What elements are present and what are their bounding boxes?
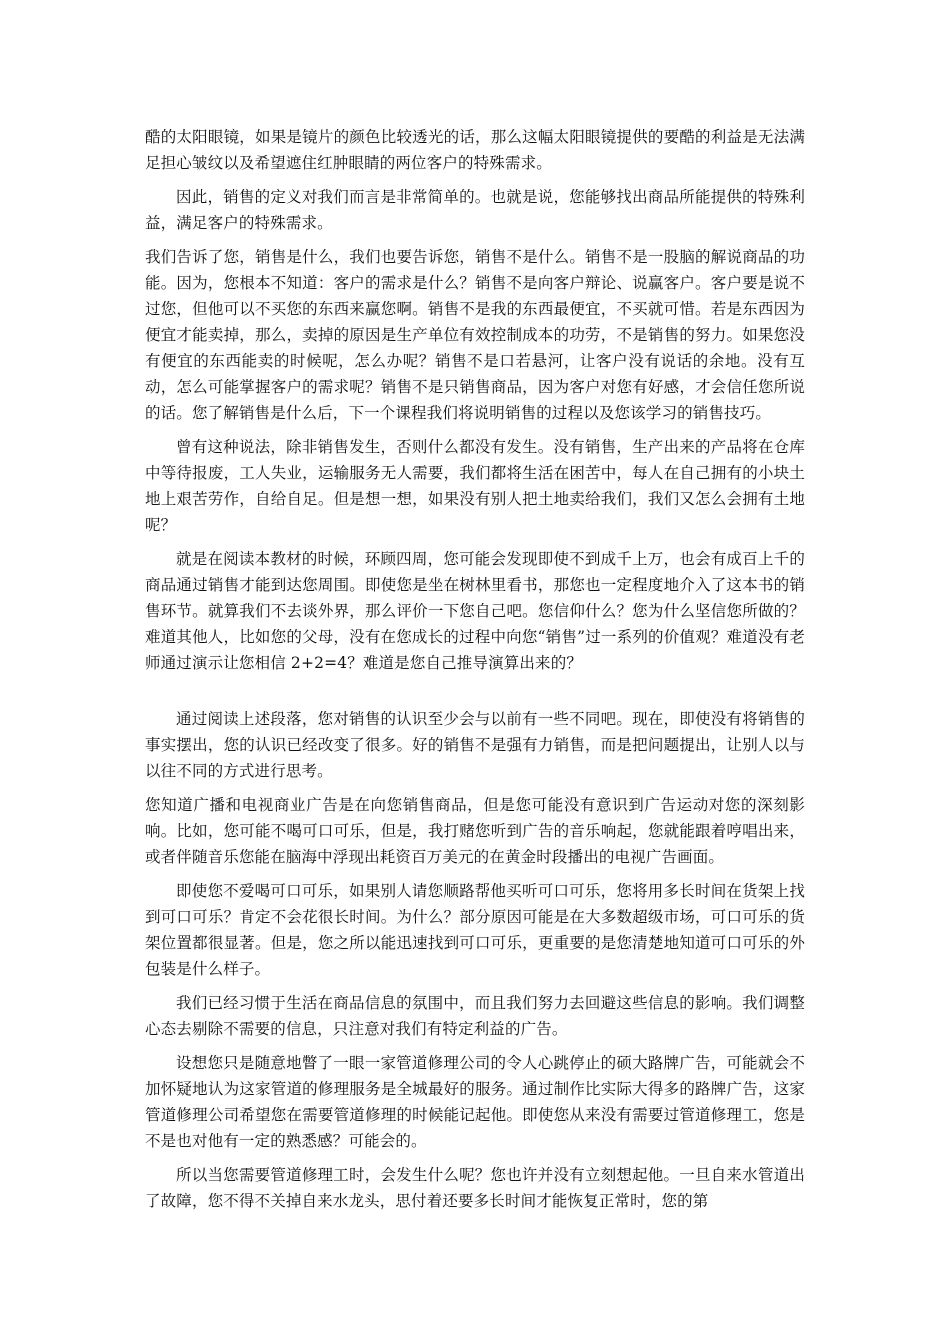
document-body [145, 124, 805, 1222]
paragraph-10: 设想您只是随意地瞥了一眼一家管道修理公司的令人心跳停止的硕大路牌广告，可能就会不加怀疑地认为这家管道的修理服务是全城最好的服务。通过制作比实际大得多的路牌广告，这家管道修理公司希望您在需要管道修理的时候能记起他。即使您从来没有需要过管道修理工，您是不是也对他有一定的熟悉感？可能会的。 [145, 1054, 805, 1150]
paragraph-2: 因此，销售的定义对我们而言是非常简单的。也就是说，您能够找出商品所能提供的特殊利益，满足客户的特殊需求。 [145, 188, 805, 232]
paragraph-6: 通过阅读上述段落，您对销售的认识至少会与以前有一些不同吧。现在，即使没有将销售的事实摆出，您的认识已经改变了很多。好的销售不是强有力销售，而是把问题提出，让别人以与以往不同的方式进行思考。 [145, 710, 805, 780]
paragraph-9: 我们已经习惯于生活在商品信息的氛围中，而且我们努力去回避这些信息的影响。我们调整心态去剔除不需要的信息，只注意对我们有特定利益的广告。 [145, 994, 805, 1038]
paragraph-3: 我们告诉了您，销售是什么，我们也要告诉您，销售不是什么。销售不是一股脑的解说商品的功能。因为，您根本不知道：客户的需求是什么？销售不是向客户辩论、说赢客户。客户要是说不过您，但他可以不买您的东西来赢您啊。销售不是我的东西最便宜，不买就可惜。若是东西因为便宜才能卖掉，那么，卖掉的原因是生产单位有效控制成本的功劳，不是销售的努力。如果您没有便宜的东西能卖的时候呢，怎么办呢？销售不是口若悬河，让客户没有说话的余地。没有互动，怎么可能掌握客户的需求呢？销售不是只销售商品，因为客户对您有好感，才会信任您所说的话。您了解销售是什么后，下一个课程我们将说明销售的过程以及您该学习的销售技巧。 [145, 248, 805, 422]
paragraph-11: 所以当您需要管道修理工时，会发生什么呢？您也许并没有立刻想起他。一旦自来水管道出了故障，您不得不关掉自来水龙头，思付着还要多长时间才能恢复正常时，您的第 [145, 1166, 805, 1210]
paragraph-gap [145, 684, 805, 706]
paragraph-5: 就是在阅读本教材的时候，环顾四周，您可能会发现即使不到成千上万，也会有成百上千的商品通过销售才能到达您周围。即使您是坐在树林里看书，那您也一定程度地介入了这本书的销售环节。就算我们不去谈外界，那么评价一下您自己吧。您信仰什么？您为什么坚信您所做的？难道其他人，比如您的父母，没有在您成长的过程中向您“销售”过一系列的价值观？难道没有老师通过演示让您相信 2+2=4？难道是您自己推导演算出来的？ [145, 550, 805, 672]
paragraph-1: 酷的太阳眼镜，如果是镜片的颜色比较透光的话，那么这幅太阳眼镜提供的要酷的利益是无法满足担心皱纹以及希望遮住红肿眼睛的两位客户的特殊需求。 [145, 128, 805, 172]
paragraph-7: 您知道广播和电视商业广告是在向您销售商品，但是您可能没有意识到广告运动对您的深刻影响。比如，您可能不喝可口可乐，但是，我打赌您听到广告的音乐响起，您就能跟着哼唱出来，或者伴随音乐您能在脑海中浮现出耗资百万美元的在黄金时段播出的电视广告画面。 [145, 796, 805, 866]
paragraph-8: 即使您不爱喝可口可乐，如果别人请您顺路帮他买听可口可乐，您将用多长时间在货架上找到可口可乐？肯定不会花很长时间。为什么？部分原因可能是在大多数超级市场，可口可乐的货架位置都很显著。但是，您之所以能迅速找到可口可乐，更重要的是您清楚地知道可口可乐的外包装是什么样子。 [145, 882, 805, 978]
paragraph-4: 曾有这种说法，除非销售发生，否则什么都没有发生。没有销售，生产出来的产品将在仓库中等待报废，工人失业，运输服务无人需要，我们都将生活在困苦中，每人在自己拥有的小块土地上艰苦劳作，自给自足。但是想一想，如果没有别人把土地卖给我们，我们又怎么会拥有土地呢？ [145, 438, 805, 534]
